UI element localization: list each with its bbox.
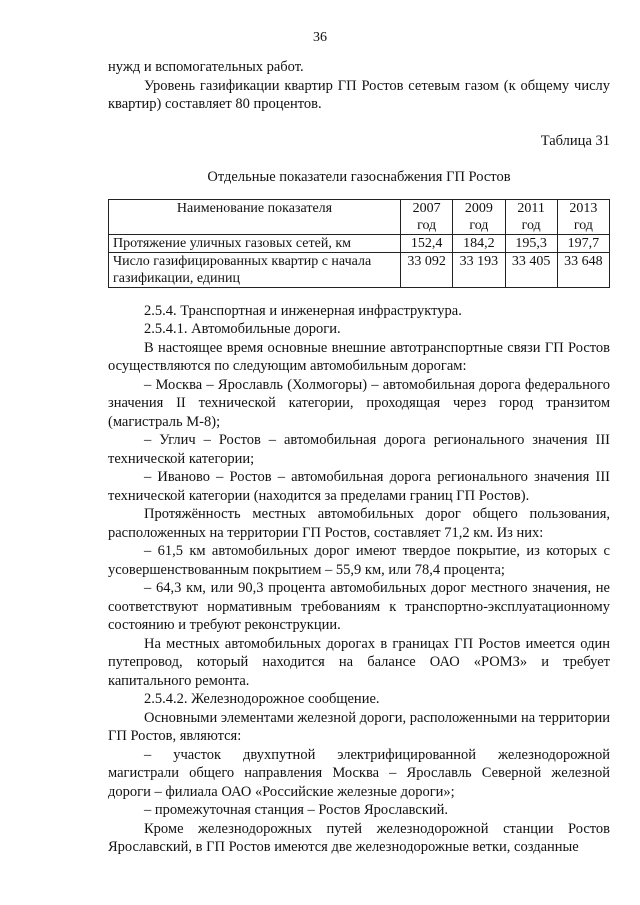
list-item: – Иваново – Ростов – автомобильная дорога регионального значения III технической категории (находится за пределами границ ГП Ростов). — [108, 469, 610, 504]
paragraph: На местных автомобильных дорогах в границах ГП Ростов имеется один путепровод, который находится на балансе ОАО «РОМЗ» и требует капитального ремонта. — [108, 635, 610, 689]
subsection-heading: 2.5.4.1. Автомобильные дороги. — [144, 321, 341, 337]
paragraph: Протяжённость местных автомобильных дорог общего пользования, расположенных на территории ГП Ростов, составляет 71,2 км. Из них: — [108, 506, 610, 541]
paragraph: В настоящее время основные внешние автотранспортные связи ГП Ростов осуществляются по следующим автомобильным дорогам: — [108, 339, 610, 374]
cell-value: 33 648 — [557, 252, 609, 287]
table-row — [109, 252, 610, 287]
paragraph: Кроме железнодорожных путей железнодорожной станции Ростов Ярославский, в ГП Ростов имеются две железнодорожные ветки, созданные — [108, 820, 610, 855]
paragraph: Основными элементами железной дороги, расположенными на территории ГП Ростов, являются: — [108, 709, 610, 744]
cell-value: 33 193 — [453, 252, 505, 287]
page-number: 36 — [313, 30, 327, 45]
header-year: 2007 год — [401, 199, 453, 234]
document-body — [108, 58, 610, 857]
section-heading: 2.5.4. Транспортная и инженерная инфраструктура. — [144, 302, 462, 319]
header-year: 2013 год — [557, 199, 609, 234]
cell-value: 33 405 — [505, 252, 557, 287]
table-row — [109, 234, 610, 252]
list-item: – промежуточная станция – Ростов Ярославский. — [144, 802, 449, 818]
list-item: – Москва – Ярославль (Холмогоры) – автомобильная дорога федерального значения II технической категории, проходящая через город транзитом (магистраль М-8); — [108, 376, 610, 430]
header-name: Наименование показателя — [109, 199, 401, 234]
cell-value: 152,4 — [401, 234, 453, 252]
cell-value: 33 092 — [401, 252, 453, 287]
gas-supply-table — [108, 199, 610, 288]
cell-value: 195,3 — [505, 234, 557, 252]
row-name: Протяжение уличных газовых сетей, км — [109, 234, 401, 252]
cell-value: 184,2 — [453, 234, 505, 252]
list-item: – участок двухпутной электрифицированной железнодорожной магистрали общего направления Москва – Ярославль Северной железной дороги – филиала ОАО «Российские железные дороги»; — [108, 746, 610, 800]
cell-value: 197,7 — [557, 234, 609, 252]
list-item: – Углич – Ростов – автомобильная дорога регионального значения III технической категории; — [108, 432, 610, 467]
subsection-heading: 2.5.4.2. Железнодорожное сообщение. — [144, 691, 380, 707]
header-year: 2011 год — [505, 199, 557, 234]
table-caption: Отдельные показатели газоснабжения ГП Ростов — [207, 169, 511, 185]
list-item: – 64,3 км, или 90,3 процента автомобильных дорог местного значения, не соответствуют нормативным требованиям к транспортно-эксплуатационному состоянию и требуют реконструкции. — [108, 580, 610, 633]
paragraph: нужд и вспомогательных работ. — [108, 59, 304, 75]
table-label: Таблица 31 — [540, 132, 610, 149]
list-item: – 61,5 км автомобильных дорог имеют твердое покрытие, из которых с усовершенствованным покрытием – 55,9 км, или 78,4 процента; — [108, 543, 610, 578]
row-name: Число газифицированных квартир с начала газификации, единиц — [109, 252, 401, 287]
header-year: 2009 год — [453, 199, 505, 234]
paragraph: Уровень газификации квартир ГП Ростов сетевым газом (к общему числу квартир) составляет 80 процентов. — [108, 77, 610, 112]
table-header-row — [109, 199, 610, 234]
